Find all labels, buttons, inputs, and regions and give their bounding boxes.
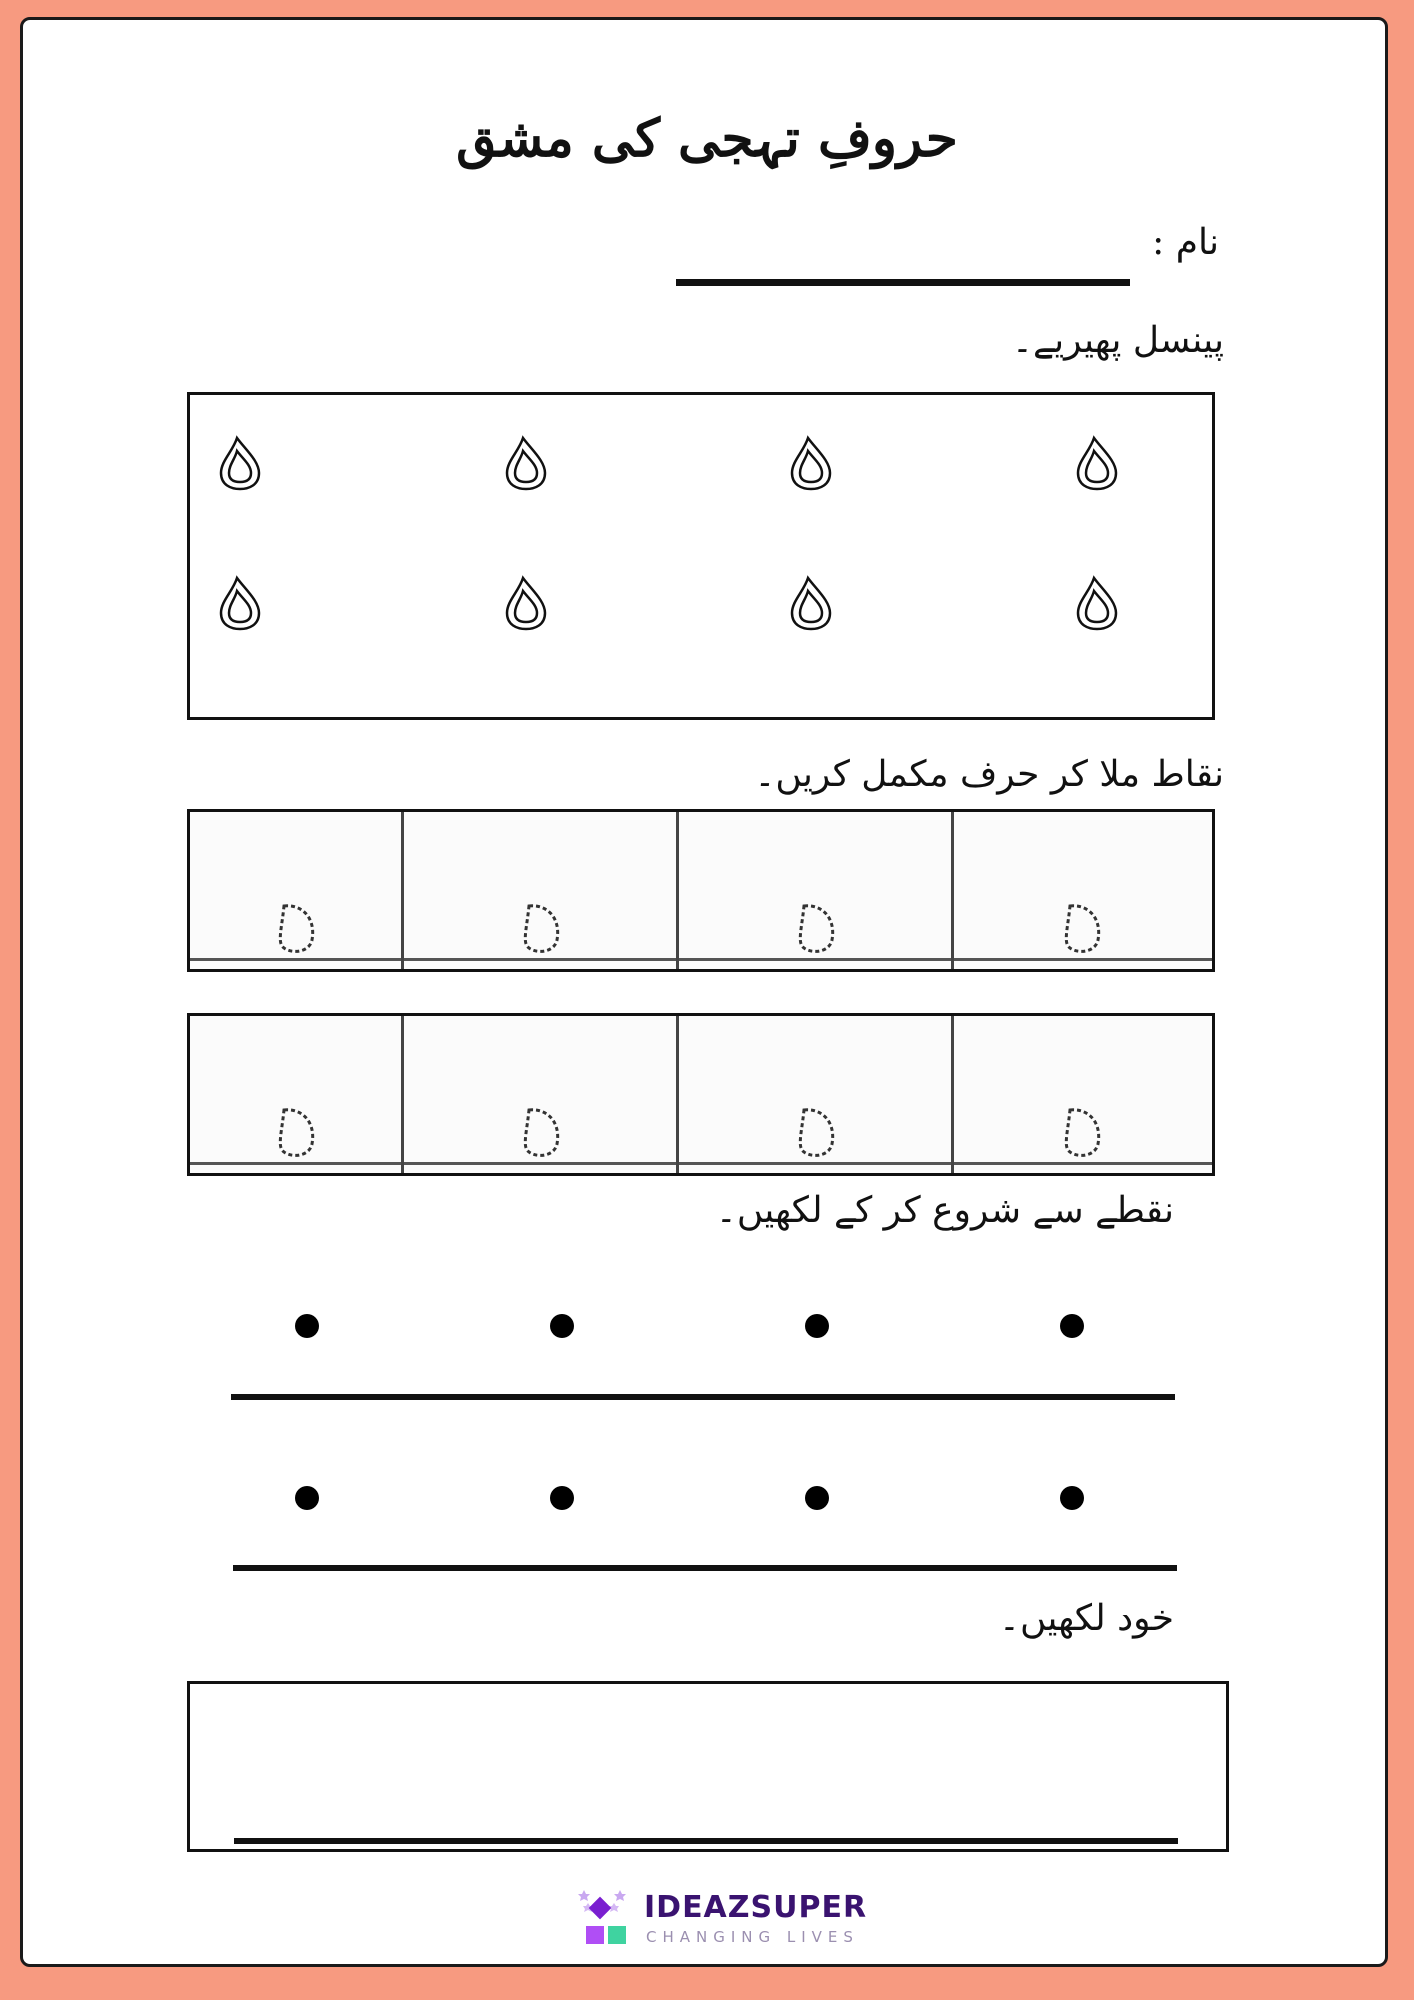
dot-letter-cell[interactable] bbox=[404, 1016, 679, 1173]
write-self-line bbox=[234, 1838, 1178, 1844]
trace-letter-outline bbox=[501, 435, 551, 491]
trace-letter-outline bbox=[1072, 435, 1122, 491]
brand-name: IDEAZSUPER bbox=[644, 1890, 868, 1925]
dotted-letter bbox=[1058, 1104, 1108, 1164]
start-dot bbox=[550, 1314, 574, 1338]
writing-line-1[interactable] bbox=[231, 1394, 1175, 1400]
name-field-line[interactable] bbox=[676, 279, 1130, 286]
trace-letter-outline bbox=[786, 435, 836, 491]
start-dot bbox=[295, 1314, 319, 1338]
trace-letter-outline bbox=[215, 575, 265, 631]
writing-line-2[interactable] bbox=[233, 1565, 1177, 1571]
name-label: نام : bbox=[1152, 222, 1219, 263]
trace-letter-outline bbox=[501, 575, 551, 631]
dot-letter-cell[interactable] bbox=[954, 1016, 1212, 1173]
dot-letter-cell[interactable] bbox=[190, 1016, 404, 1173]
dots-row-1 bbox=[187, 809, 1215, 972]
dot-letter-cell[interactable] bbox=[190, 812, 404, 969]
dot-letter-cell[interactable] bbox=[679, 812, 954, 969]
dotted-letter bbox=[517, 900, 567, 960]
dot-letter-cell[interactable] bbox=[679, 1016, 954, 1173]
dotted-letter bbox=[792, 900, 842, 960]
trace-letter-outline bbox=[1072, 575, 1122, 631]
start-dot bbox=[805, 1314, 829, 1338]
connect-dots-instruction: نقاط ملا کر حرف مکمل کریں۔ bbox=[754, 754, 1224, 795]
write-self-box[interactable] bbox=[187, 1681, 1229, 1852]
trace-box bbox=[187, 392, 1215, 720]
dotted-letter bbox=[272, 1104, 322, 1164]
brand-logo bbox=[578, 1888, 878, 1948]
start-dot bbox=[1060, 1314, 1084, 1338]
trace-letter-outline bbox=[215, 435, 265, 491]
trace-letter-outline bbox=[786, 575, 836, 631]
page-title: حروفِ تہجی کی مشق bbox=[456, 108, 958, 169]
start-dot-instruction: نقطے سے شروع کر کے لکھیں۔ bbox=[715, 1190, 1174, 1231]
brand-tagline: CHANGING LIVES bbox=[646, 1928, 859, 1946]
trace-instruction: پینسل پھیریے۔ bbox=[1011, 320, 1224, 361]
start-dot bbox=[1060, 1486, 1084, 1510]
start-dot bbox=[805, 1486, 829, 1510]
dotted-letter bbox=[792, 1104, 842, 1164]
write-self-instruction: خود لکھیں۔ bbox=[998, 1598, 1174, 1639]
dotted-letter bbox=[517, 1104, 567, 1164]
dotted-letter bbox=[1058, 900, 1108, 960]
dot-letter-cell[interactable] bbox=[404, 812, 679, 969]
brand-logo-icon bbox=[578, 1888, 634, 1948]
start-dot bbox=[550, 1486, 574, 1510]
dot-letter-cell[interactable] bbox=[954, 812, 1212, 969]
dots-row-2 bbox=[187, 1013, 1215, 1176]
dotted-letter bbox=[272, 900, 322, 960]
worksheet-page bbox=[20, 17, 1388, 1967]
start-dot bbox=[295, 1486, 319, 1510]
